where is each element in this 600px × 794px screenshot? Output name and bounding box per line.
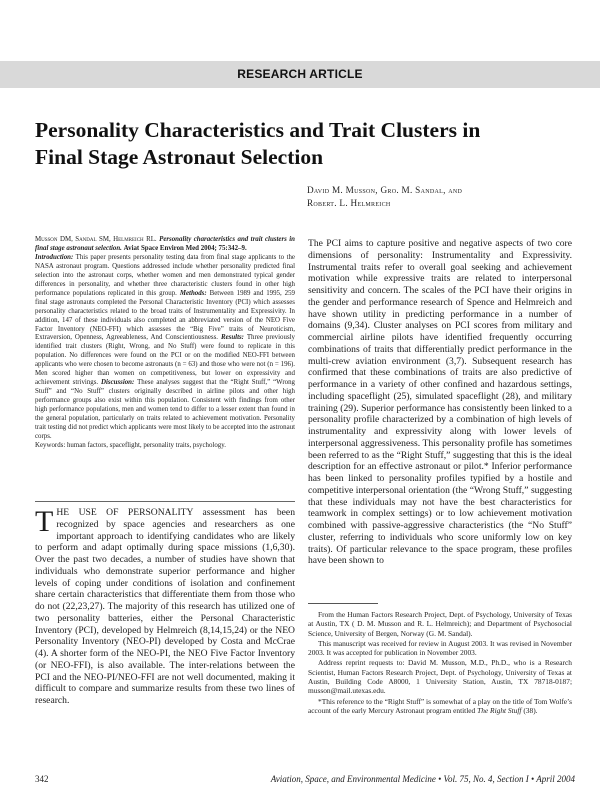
body-left-text: HE USE OF PERSONALITY assessment has been recognized by space agencies and researchers as one important approach to identifying candidates who are likely to perform and adapt optimally during space missions (1,6,30). Over the past two decades, a number of studies have shown that individuals who demonstrate superior performance and higher levels of coping under conditions of isolation and confinement share certain characteristics that differentiate them from those who do not (22,23,27). The majority of this research has utilized one of two personality batteries, either the Personal Characteristic Inventory (PCI), developed by Helmreich (8,14,15,24) or the NEO Personality Inventory (NEO-PI) developed by Costa and McCrae (4). A shorter form of the NEO-PI, the NEO Five Factor Inventory (or NEO-FFI), is also available. The inter-relations between the PCI and the NEO-PI/NEO-FFI are not well documented, making it difficult to compare and summarize results from these two lines of research.: [35, 507, 295, 706]
author-list: [307, 184, 577, 210]
keywords-text: human factors, spaceflight, personality traits, psychology.: [66, 441, 226, 449]
footnotes: [308, 610, 572, 756]
star-note-book: The Right Stuff: [477, 705, 522, 715]
page-footer: [35, 774, 575, 786]
body-right-text: The PCI aims to capture positive and negative aspects of two core dimensions of personality: Instrumentality and Expressivity. Instrumental traits refer to overall goal seeking and achievement motivation while expressive traits are related to interpersonal sensitivity and concern. The scales of the PCI have their origins in the gender and performance research of Spence and Helmreich and have shown utility in predicting performance in a number of domains (9,34). Cluster analyses on PCI scores from military and commercial airline pilots have identified frequently occurring combinations of traits that differentially predict performance in the multi-crew aviation environment (3,7). Subsequent research has confirmed that these combinations of traits are also predictive of performance in a variety of other confined and hazardous settings, including spaceflight (25), simulated spaceflight (28), and military training (29). Superior performance has consistently been linked to a personality profile characterized by a combination of high levels of instrumentality and expressivity along with lower levels of interpersonal aggressiveness. This personality profile has sometimes been referred to as the “Right Stuff,” suggesting that this is the ideal description for an effective astronaut or pilot.* Inferior performance has been linked to personality profiles typified by a hostile and competitive interpersonal orientation (the “Wrong Stuff,” suggesting that these individuals may not have the best characteristics for teamwork in complex settings) or to low achievement motivation combined with passive-aggressive characteristics (the “No Stuff” cluster, referring to individuals who score uniformly low on key traits). Of particular relevance to the space program, these profiles have been shown to: [308, 238, 572, 567]
abstract-citation: [35, 236, 295, 254]
star-note-suffix: (38).: [523, 705, 538, 715]
body-column-left: [35, 507, 295, 752]
footnote-divider: [308, 603, 378, 604]
body-column-right: [308, 238, 572, 596]
footnote-received: This manuscript was received for review in August 2003. It was revised in November 2003. It was accepted for publication in November 2003.: [308, 638, 572, 658]
discussion-label: Discussion:: [101, 379, 135, 387]
citation-source: Aviat Space Environ Med 2004; 75:342–9.: [123, 244, 247, 252]
section-label: RESEARCH ARTICLE: [237, 67, 363, 81]
methods-label: Methods:: [179, 289, 207, 297]
methods-text: Between 1989 and 1995, 259 final stage astronauts completed the Personal Characteristic Inventory (PCI) which assesses personality characteristics related to the broad traits of Instrumentality and Expressivity. In addition, 147 of these individuals also completed an abbreviated version of the NEO Five Factor Inventory (NEO-FFI) which assesses the “Big Five” traits of Neuroticism, Extraversion, Openness, Agreeableness, And Conscientiousness.: [35, 289, 295, 342]
results-label: Results:: [221, 334, 244, 342]
article-title: [35, 117, 575, 171]
citation-title: Personality characteristics and trait clusters in final stage astronaut selection.: [35, 236, 295, 252]
star-note-prefix: *This reference to the “Right Stuff” is somewhat of a play on the title of Tom Wolfe’s account of the early Mercury Astronaut program entitled: [308, 696, 572, 715]
footnote-reprints: Address reprint requests to: David M. Musson, M.D., Ph.D., who is a Research Scientist, Human Factors Research Project, Dept. of Psychology, University of Texas at Austin, Building Code A8000, 1 University Station, Austin, TX 78718-0187; musson@mail.utexas.edu.: [308, 658, 572, 696]
page-number: 342: [35, 774, 49, 784]
section-band: [0, 61, 600, 88]
drop-cap: T: [35, 507, 54, 538]
citation-authors: Musson DM, Sandal SM, Helmreich RL.: [35, 236, 157, 243]
footnote-affiliation: From the Human Factors Research Project, Dept. of Psychology, University of Texas at Austin, TX ( D. M. Musson and R. L. Helmreich); and Department of Psychosocial Science, University of Bergen, Norway (G. M. Sandal).: [308, 610, 572, 638]
discussion-text: These analyses suggest that the “Right Stuff,” “Wrong Stuff” and “No Stuff” clusters originally described in airline pilots and other high performance groups also exist within this population. Consistent with findings from other high performance populations, men and women tend to differ to a lesser extent than found in the general population, particularly on traits related to achievement motivation. Personality trait testing did not predict which applicants were most likely to be accepted into the astronaut corps.: [35, 379, 295, 440]
abstract: [35, 236, 295, 498]
journal-line: Aviation, Space, and Environmental Medicine • Vol. 75, No. 4, Section I • April 2004: [270, 774, 575, 784]
intro-label: Introduction:: [35, 253, 74, 261]
footnote-star-note: [308, 697, 572, 716]
title-line-1: Personality Characteristics and Trait Clusters in: [35, 118, 481, 142]
authors-line-2: Robert. L. Helmreich: [307, 198, 391, 208]
results-text: Three previously identified trait clusters (Right, Wrong, and No Stuff) were found to replicate in this population. No differences were found on the PCI or on the modified NEO-FFI between applicants who were chosen to become astronauts (n = 63) and those who were not (n = 196). Men scored higher than women on competitiveness, but lower on expressivity and achievement strivings.: [35, 334, 295, 387]
intro-text: This paper presents personality testing data from final stage applicants to the NASA astronaut program. Questions addressed include whether personality predicted final selection into the astronaut corps, whether women and men demonstrated typical gender differences in personality, and whether three characteristic clusters found in other high performance populations replicated in this group.: [35, 253, 295, 297]
authors-line-1: David M. Musson, Gro. M. Sandal, and: [307, 185, 463, 195]
title-line-2: Final Stage Astronaut Selection: [35, 145, 324, 169]
abstract-divider: [35, 501, 295, 502]
keywords-label: Keywords:: [35, 441, 66, 449]
